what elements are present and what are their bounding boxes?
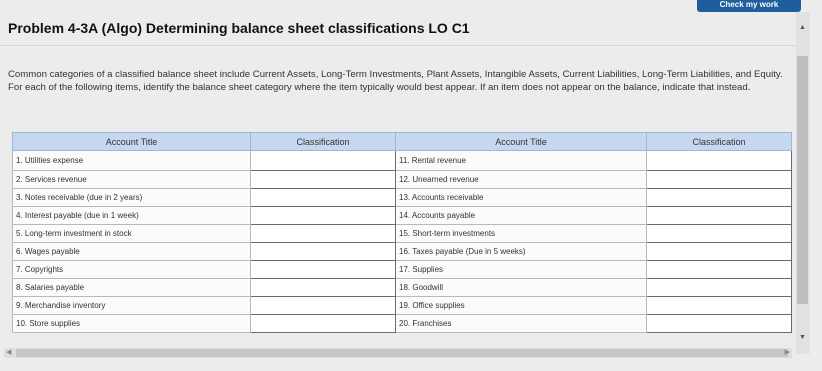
account-title-left: 8. Salaries payable: [13, 279, 251, 297]
scroll-right-icon[interactable]: ▶: [784, 349, 790, 356]
classification-table: [12, 132, 792, 333]
table-row: [13, 225, 792, 243]
classification-select-left[interactable]: [251, 207, 396, 225]
classification-select-left[interactable]: [251, 189, 396, 207]
classification-select-right[interactable]: [647, 315, 792, 333]
instructions-text: Common categories of a classified balance sheet include Current Assets, Long-Term Investments, Plant Assets, Intangible Assets, Current Liabilities, Long-Term Liabilities, and Equity. For each of the following items, identify the balance sheet category where the item typically would best appear. If an item does not appear on the balance, indicate that instead.: [8, 69, 783, 93]
vertical-scrollbar[interactable]: [796, 12, 810, 354]
header-classification-right: Classification: [647, 133, 792, 151]
classification-select-right[interactable]: [647, 225, 792, 243]
classification-select-right[interactable]: [647, 207, 792, 225]
account-title-left: 10. Store supplies: [13, 315, 251, 333]
table-row: [13, 261, 792, 279]
classification-select-left[interactable]: [251, 171, 396, 189]
account-title-left: 9. Merchandise inventory: [13, 297, 251, 315]
classification-select-left[interactable]: [251, 261, 396, 279]
table-row: [13, 189, 792, 207]
account-title-left: 2. Services revenue: [13, 171, 251, 189]
classification-select-left[interactable]: [251, 243, 396, 261]
table-row: [13, 243, 792, 261]
table-row: [13, 279, 792, 297]
classification-select-left[interactable]: [251, 279, 396, 297]
account-title-right: 20. Franchises: [396, 315, 647, 333]
table-row: [13, 151, 792, 171]
classification-select-left[interactable]: [251, 297, 396, 315]
account-title-right: 15. Short-term investments: [396, 225, 647, 243]
classification-select-right[interactable]: [647, 243, 792, 261]
page-title: Problem 4-3A (Algo) Determining balance sheet classifications LO C1: [8, 20, 470, 36]
account-title-right: 17. Supplies: [396, 261, 647, 279]
account-title-left: 6. Wages payable: [13, 243, 251, 261]
classification-select-right[interactable]: [647, 261, 792, 279]
scroll-up-icon[interactable]: ▲: [799, 24, 806, 31]
classification-select-right[interactable]: [647, 171, 792, 189]
classification-select-left[interactable]: [251, 151, 396, 171]
check-my-work-button[interactable]: Check my work: [697, 0, 801, 12]
classification-select-left[interactable]: [251, 225, 396, 243]
account-title-left: 1. Utilities expense: [13, 151, 251, 171]
table-row: [13, 315, 792, 333]
account-title-right: 11. Rental revenue: [396, 151, 647, 171]
header-account-title-right: Account Title: [396, 133, 647, 151]
account-title-left: 7. Copyrights: [13, 261, 251, 279]
classification-select-right[interactable]: [647, 151, 792, 171]
horizontal-scroll-thumb[interactable]: [16, 349, 788, 357]
table-row: [13, 207, 792, 225]
classification-select-left[interactable]: [251, 315, 396, 333]
scroll-left-icon[interactable]: ◀: [6, 349, 12, 356]
vertical-scroll-thumb[interactable]: [797, 56, 808, 304]
account-title-left: 4. Interest payable (due in 1 week): [13, 207, 251, 225]
account-title-right: 19. Office supplies: [396, 297, 647, 315]
header-classification-left: Classification: [251, 133, 396, 151]
account-title-right: 18. Goodwill: [396, 279, 647, 297]
table-row: [13, 171, 792, 189]
account-title-right: 13. Accounts receivable: [396, 189, 647, 207]
classification-select-right[interactable]: [647, 189, 792, 207]
account-title-right: 16. Taxes payable (Due in 5 weeks): [396, 243, 647, 261]
title-divider: [0, 45, 796, 46]
scroll-down-icon[interactable]: ▼: [799, 334, 806, 341]
table-body: [13, 151, 792, 333]
account-title-right: 14. Accounts payable: [396, 207, 647, 225]
account-title-left: 3. Notes receivable (due in 2 years): [13, 189, 251, 207]
header-account-title-left: Account Title: [13, 133, 251, 151]
table-header-row: [13, 133, 792, 151]
account-title-left: 5. Long-term investment in stock: [13, 225, 251, 243]
classification-select-right[interactable]: [647, 279, 792, 297]
horizontal-scrollbar[interactable]: [4, 348, 792, 358]
account-title-right: 12. Unearned revenue: [396, 171, 647, 189]
classification-select-right[interactable]: [647, 297, 792, 315]
table-row: [13, 297, 792, 315]
